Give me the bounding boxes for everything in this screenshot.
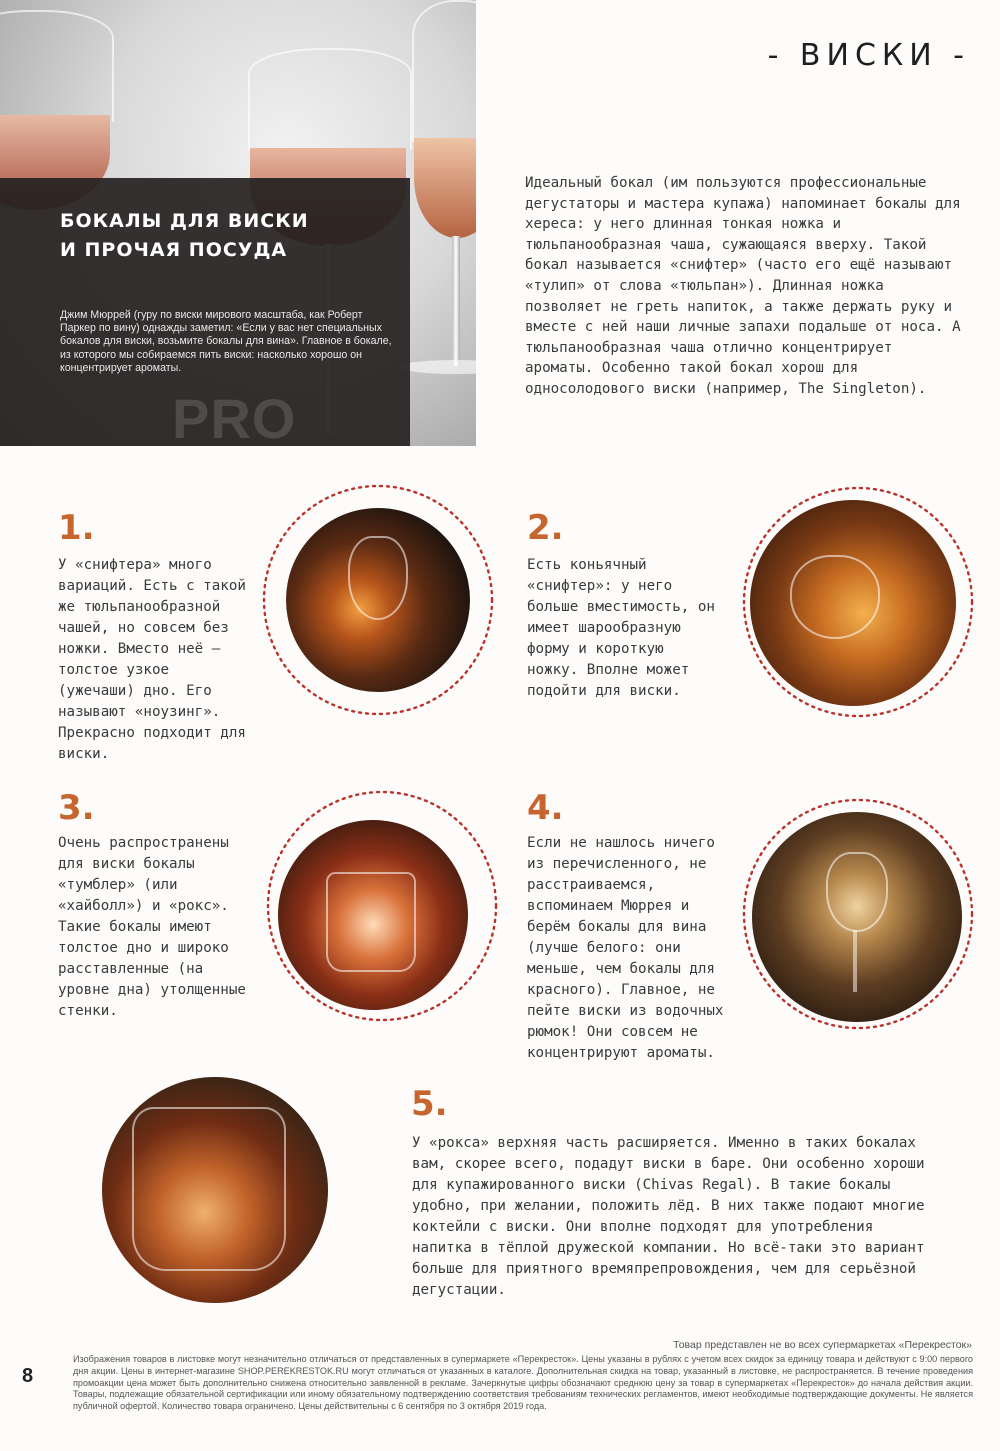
- item-3-text: Очень распространены для виски бокалы «тумблер» (или «хайболл») и «рокс». Такие бокалы имеют толстое дно и широко расставленные (на уровне дна) утолщенные стенки.: [58, 835, 246, 1019]
- item-5-photo-frame: [92, 1065, 342, 1315]
- wine-glass-left: [0, 10, 114, 122]
- item-5-number: 5.: [411, 1084, 448, 1124]
- item-2-text: Есть коньячный «снифтер»: у него больше вместимость, он имеет шарообразную форму и короткую ножку. Вполне может подойти для виски.: [527, 557, 715, 699]
- item-1-photo-frame: [258, 480, 498, 720]
- item-2-photo-frame: [738, 482, 978, 722]
- item-1-number: 1.: [58, 508, 95, 548]
- availability-note: Товар представлен не во всех супермаркетах «Перекресток»: [673, 1339, 972, 1351]
- item-3-photo: [278, 820, 468, 1010]
- wine-glass-right: [412, 0, 476, 142]
- item-3-number: 3.: [58, 788, 95, 828]
- item-5-photo: [102, 1077, 328, 1303]
- intro-paragraph: Идеальный бокал (им пользуются профессиональные дегустаторы и мастера купажа) напоминает бокалы для хереса: у него длинная тонкая ножка и тюльпанообразная чаша, сужающаяся вверху. Такой бокал называется «снифтер» (часто его ещё называют «тулип» от слова «тюльпан»). Длинная ножка позволяет не греть напиток, а также держать руку и вместе с ней наши личные запахи подальше от носа. А тюльпанообразная чаша отлично концентрирует ароматы. Особенно такой бокал хорош для односолодового виски (например, The Singleton).: [525, 175, 961, 397]
- item-2-number: 2.: [527, 508, 564, 548]
- hero-title-line1: БОКАЛЫ ДЛЯ ВИСКИ: [60, 210, 309, 232]
- item-1-text: У «снифтера» много вариаций. Есть с такой же тюльпанообразной чашей, но совсем без ножки. Вместо неё – толстое узкое (ужечаши) дно. Его называют «ноузинг». Прекрасно подходит для виски.: [58, 557, 246, 762]
- item-5-text: У «рокса» верхняя часть расширяется. Именно в таких бокалах вам, скорее всего, подадут виски в баре. Они особенно хороши для купажированного виски (Chivas Regal). В такие бокалы удобно, при желании, положить лёд. В них также подают многие коктейли с виски. Они вполне подходят для употребления напитка в тёплой дружеской компании. Но всё-таки это вариант больше для приятного времяпрепровождения, чем для серьёзной дегустации.: [412, 1135, 925, 1298]
- item-3-photo-frame: [262, 786, 502, 1026]
- item-4-text: Если не нашлось ничего из перечисленного, не расстраиваемся, вспоминаем Мюррея и берём бокалы для вина (лучше белого: они меньше, чем бокалы для красного). Главное, не пейте виски из водочных рюмок! Они совсем не концентрируют ароматы.: [527, 835, 724, 1061]
- item-4-photo: [752, 812, 962, 1022]
- item-4-photo-frame: [738, 794, 978, 1034]
- section-title: - ВИСКИ -: [767, 38, 970, 73]
- page-number: 8: [22, 1365, 34, 1387]
- item-1-photo: [286, 508, 470, 692]
- wine-glass-center: [248, 48, 412, 150]
- watermark-logo: PRO: [172, 387, 297, 450]
- item-4-number: 4.: [527, 788, 564, 828]
- hero-title: [60, 207, 360, 265]
- hero-quote-text: Джим Мюррей (гуру по виски мирового масштаба, как Роберт Паркер по вину) однажды заметил: «Если у вас нет специальных бокалов для виски, возьмите бокалы для вина». Главное в бокале, из которого мы собираемся пить виски: насколько хорошо он концентрирует ароматы.: [60, 309, 392, 374]
- hero-title-line2: И ПРОЧАЯ ПОСУДА: [60, 239, 288, 261]
- legal-disclaimer: Изображения товаров в листовке могут незначительно отличаться от представленных в супермаркете «Перекресток». Цены указаны в рублях с учетом всех скидок за единицу товара и действуют с 9:00 первого дня акции. Цены в интернет-магазине SHOP.PEREKRESTOK.RU могут отличаться от указанных в каталоге. Дополнительная скидка на товар, указанный в листовке, не распространяется. В течение проведения промоакции цена может быть дополнительно снижена относительно заявленной в рекламе. Зачеркнутые цифры обозначают среднюю цену за товар в супермаркетах «Перекресток» до начала действия акции. Товары, подлежащие обязательной сертификации или иному обязательному подтверждению соответствия требованиям технических регламентов, имеют необходимые подтверждающие документы. Не является публичной офертой. Количество товара ограничено. Цены действительны с 6 сентября по 3 октября 2019 года.: [73, 1354, 973, 1412]
- item-2-photo: [750, 500, 956, 706]
